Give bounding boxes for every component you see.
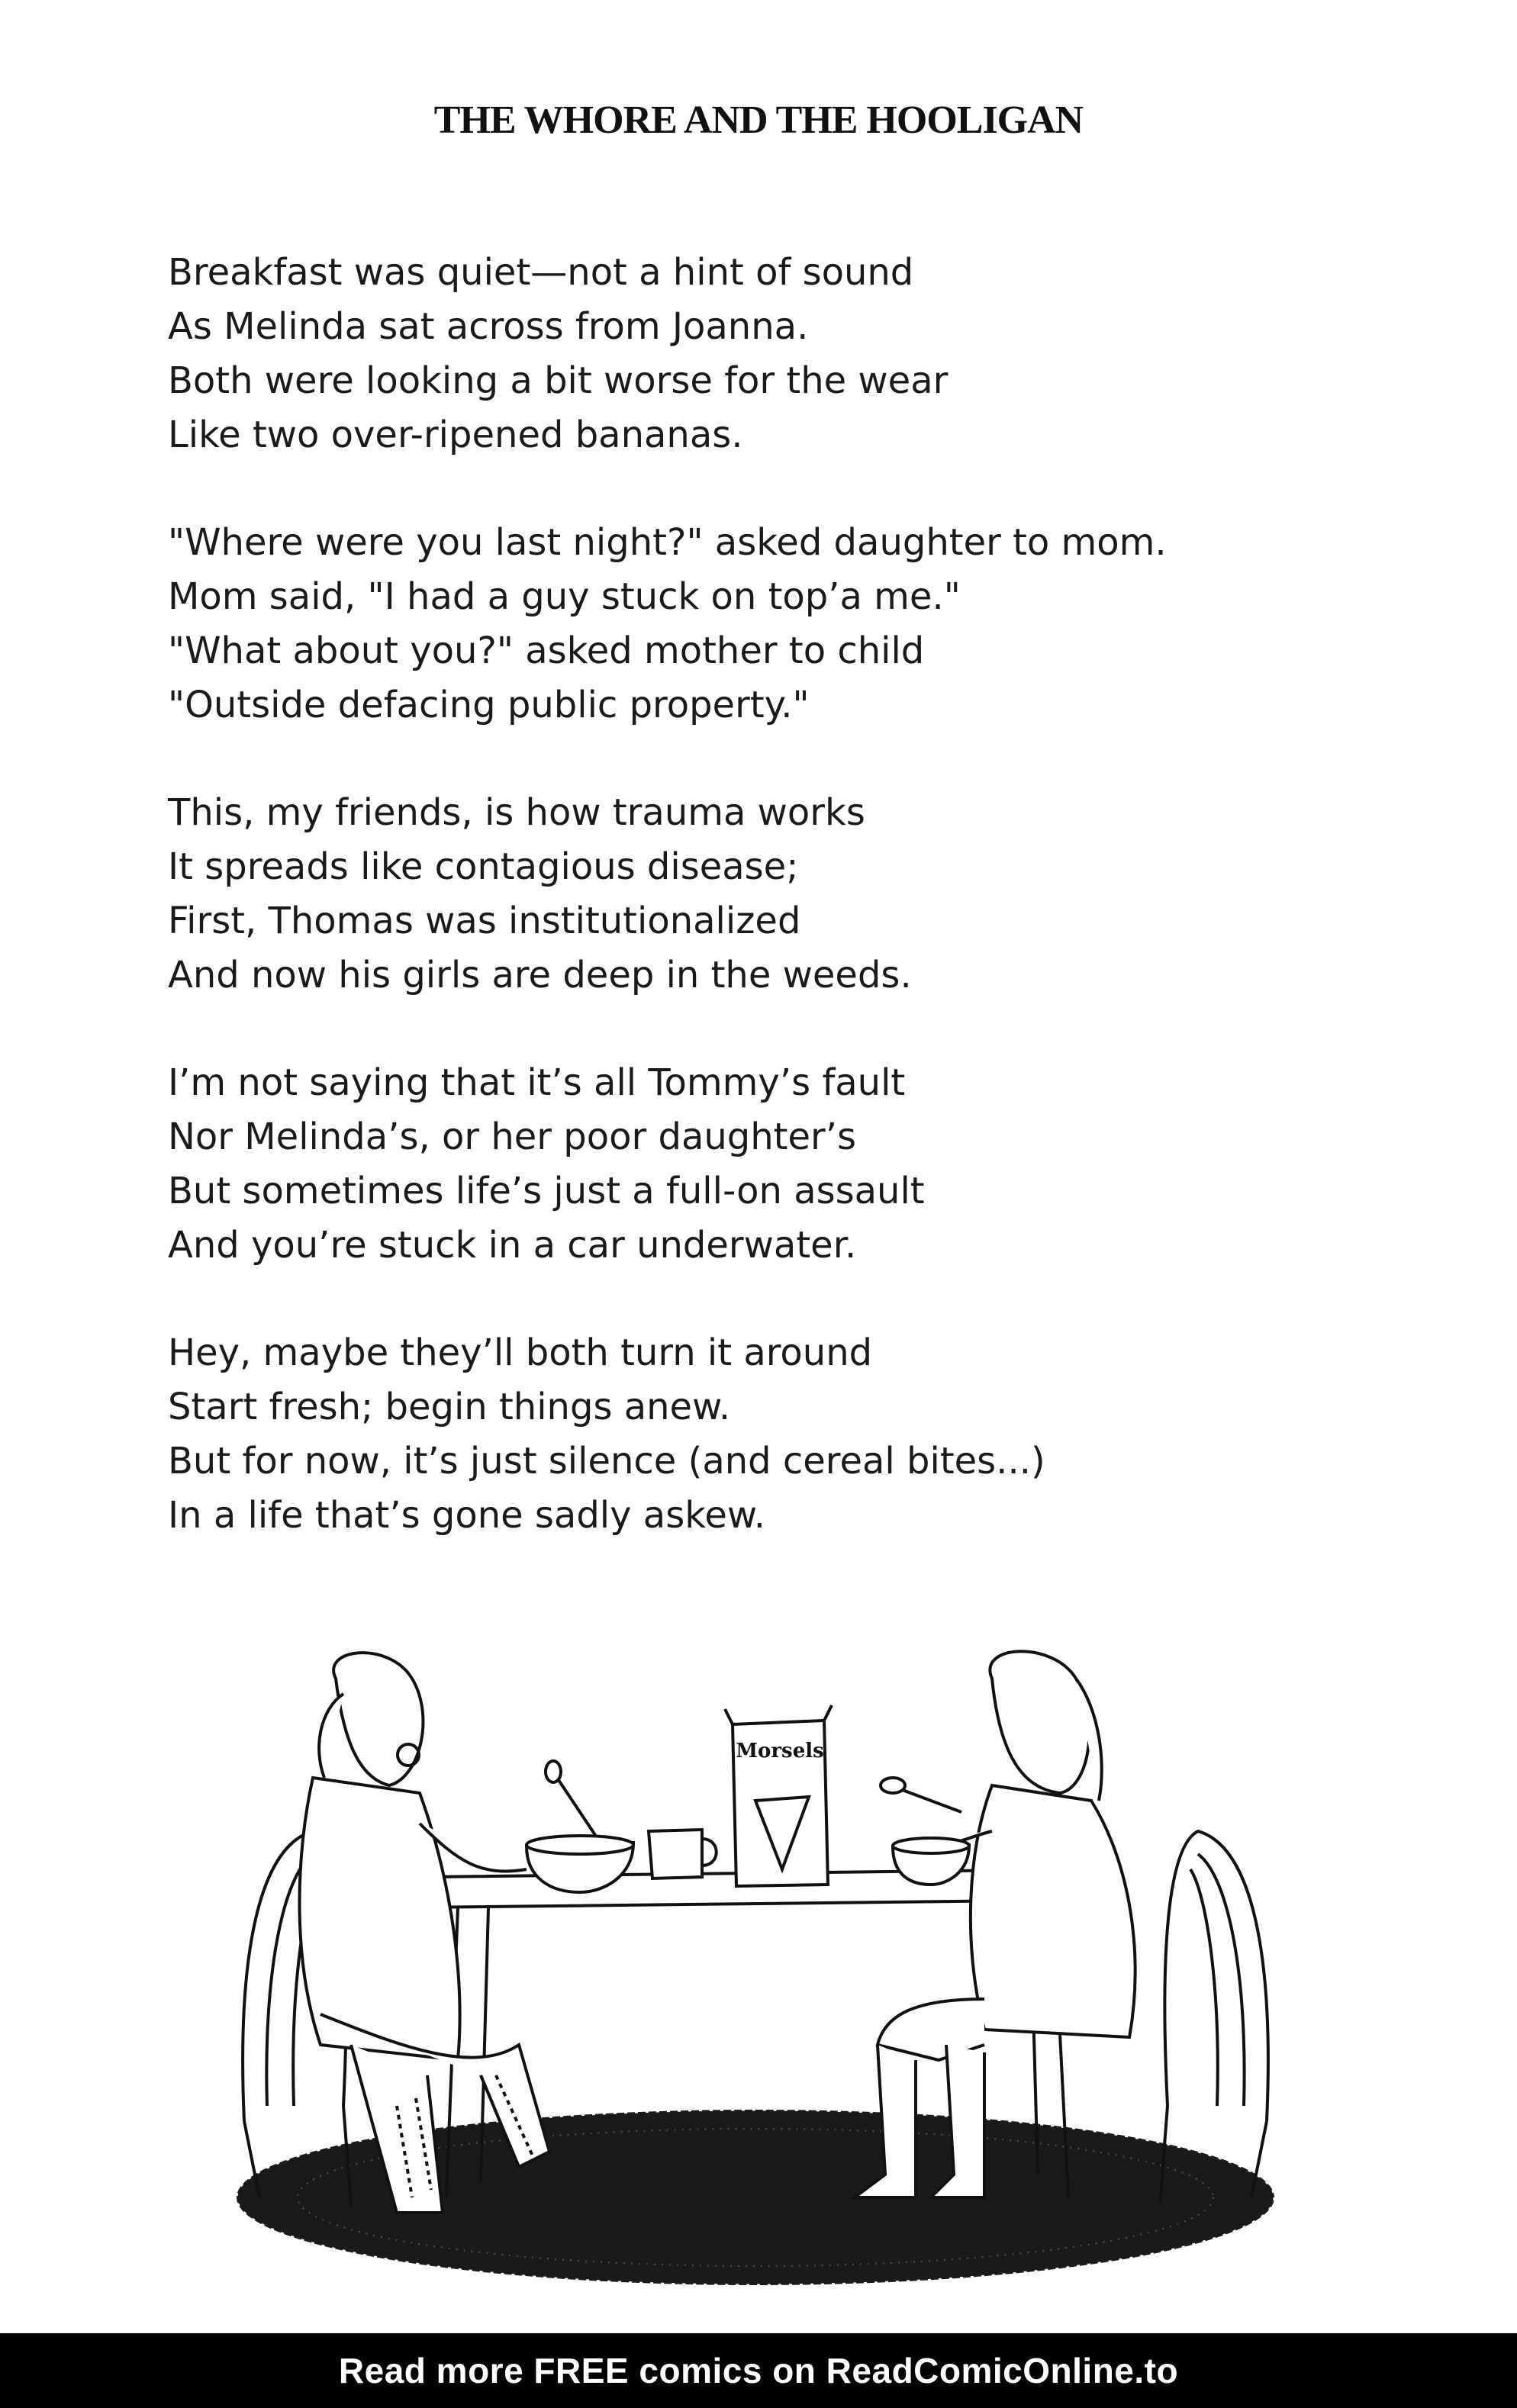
daughter-figure-drawing xyxy=(855,1651,1135,2197)
cereal-box-drawing xyxy=(725,1705,832,1886)
poem xyxy=(168,246,1358,1596)
poem-line: Hey, maybe they’ll both turn it around xyxy=(168,1331,873,1374)
stanza-3 xyxy=(168,786,1358,1003)
poem-line: I’m not saying that it’s all Tommy’s fault xyxy=(168,1061,906,1104)
poem-line: And you’re stuck in a car underwater. xyxy=(168,1224,857,1267)
poem-line: It spreads like contagious disease; xyxy=(168,845,799,888)
poem-line: Mom said, "I had a guy stuck on top’a me." xyxy=(168,575,961,618)
stanza-5 xyxy=(168,1326,1358,1543)
page-title: THE WHORE AND THE HOOLIGAN xyxy=(433,98,1084,142)
poem-line: Start fresh; begin things anew. xyxy=(168,1386,731,1428)
poem-line: Like two over-ripened bananas. xyxy=(168,414,743,456)
poem-line: But sometimes life’s just a full-on assault xyxy=(168,1170,925,1212)
poem-line: "What about you?" asked mother to child xyxy=(168,629,925,672)
poem-line: "Where were you last night?" asked daughter to mom. xyxy=(168,521,1167,564)
breakfast-illustration xyxy=(229,1648,1282,2335)
poem-line: But for now, it’s just silence (and cereal bites...) xyxy=(168,1440,1045,1482)
footer-link[interactable]: Read more FREE comics on ReadComicOnline.to xyxy=(338,2351,1179,2390)
footer-banner[interactable] xyxy=(0,2333,1517,2408)
mother-figure-drawing xyxy=(300,1653,550,2213)
poem-line: And now his girls are deep in the weeds. xyxy=(168,954,912,996)
stanza-4 xyxy=(168,1056,1358,1273)
poem-line: "Outside defacing public property." xyxy=(168,684,810,726)
poem-line: As Melinda sat across from Joanna. xyxy=(168,305,809,348)
stanza-2 xyxy=(168,516,1358,732)
poem-line: In a life that’s gone sadly askew. xyxy=(168,1494,765,1537)
poem-line: Nor Melinda’s, or her poor daughter’s xyxy=(168,1115,857,1158)
poem-line: Breakfast was quiet—not a hint of sound xyxy=(168,251,914,294)
cereal-box-label: Morsels xyxy=(736,1740,824,1763)
stanza-1 xyxy=(168,246,1358,462)
poem-line: This, my friends, is how trauma works xyxy=(168,791,865,834)
poem-line: First, Thomas was institutionalized xyxy=(168,900,801,942)
poem-line: Both were looking a bit worse for the wear xyxy=(168,359,949,402)
